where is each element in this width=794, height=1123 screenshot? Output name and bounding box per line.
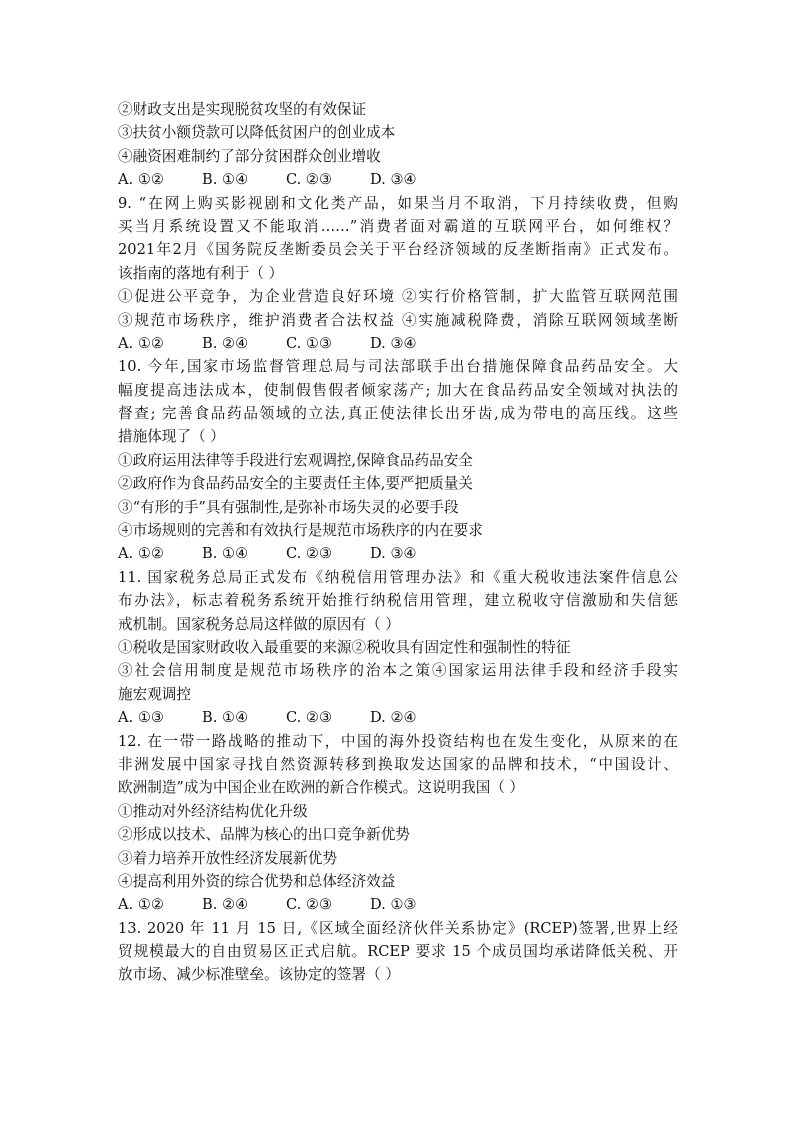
text-line: ④融资困难制约了部分贫困群众创业增收	[118, 147, 381, 165]
question-12-choice: ①推动对外经济结构优化升级	[118, 802, 308, 820]
question-13-text: 贸规模最大的自由贸易区正式启航。RCEP 要求 15 个成员国均承诺降低关税、开	[118, 943, 678, 961]
option-b: B. ①④	[202, 171, 249, 189]
option-b: B. ②④	[202, 334, 249, 352]
question-13-stem: 放市场、减少标准壁垒。该协定的签署（ ）	[118, 966, 400, 984]
question-11-text: 布办法》，标志着税务系统开始推行纳税信用管理，建立税收守信激励和失信惩	[118, 592, 678, 610]
option-d: D. ③④	[370, 545, 417, 563]
option-a: A. ①②	[118, 171, 164, 189]
question-10-choice: ②政府作为食品药品安全的主要责任主体,要严把质量关	[118, 475, 473, 493]
option-c: C. ②③	[286, 896, 333, 914]
option-c: C. ②③	[286, 171, 333, 189]
option-c: C. ②③	[286, 545, 333, 563]
question-9-choices: ①促进公平竞争，为企业营造良好环境 ②实行价格管制，扩大监管互联网范围	[118, 288, 678, 306]
option-a: A. ①②	[118, 334, 164, 352]
question-9-text: 2021年2月《国务院反垄断委员会关于平台经济领域的反垄断指南》正式发布。	[118, 241, 678, 259]
option-b: B. ①④	[202, 709, 249, 727]
answer-options	[118, 706, 678, 729]
question-10-choice: ①政府运用法律等手段进行宏观调控,保障食品药品安全	[118, 451, 473, 469]
option-d: D. ③④	[370, 334, 417, 352]
question-11-choice: ①税收是国家财政收入最重要的来源②税收具有固定性和强制性的特征	[118, 638, 571, 656]
question-9-choices: ③规范市场秩序，维护消费者合法权益 ④实施减税降费，消除互联网领域垄断	[118, 311, 678, 329]
question-11-choice: 施宏观调控	[118, 685, 191, 703]
option-a: A. ①③	[118, 709, 164, 727]
document-page	[118, 98, 678, 987]
question-9-stem: 该指南的落地有利于（ ）	[118, 264, 284, 282]
option-c: C. ②③	[286, 709, 333, 727]
question-12-stem: 欧洲制造”成为中国企业在欧洲的新合作模式。这说明我国（ ）	[118, 779, 525, 797]
question-11-stem: 戒机制。国家税务总局这样做的原因有（ ）	[118, 615, 400, 633]
option-a: A. ①②	[118, 896, 164, 914]
question-9-text: 买当月系统设置又不能取消……”消费者面对霸道的互联网平台，如何维权？	[118, 217, 678, 235]
option-b: B. ①④	[202, 545, 249, 563]
question-12-text: 非洲发展中国家寻找自然资源转移到换取发达国家的品牌和技术，“中国设计、	[118, 755, 678, 773]
option-d: D. ②④	[370, 709, 417, 727]
question-10-text: 10. 今年,国家市场监督管理总局与司法部联手出台措施保障食品药品安全。大	[118, 358, 678, 376]
question-10-stem: 措施体现了（ ）	[118, 428, 225, 446]
question-10-choice: ③“有形的手”具有强制性,是弥补市场失灵的必要手段	[118, 498, 459, 516]
answer-options	[118, 542, 678, 565]
question-12-choice: ③着力培养开放性经济发展新优势	[118, 849, 337, 867]
question-12-choice: ④提高利用外资的综合优势和总体经济效益	[118, 872, 396, 890]
text-line: ③扶贫小额贷款可以降低贫困户的创业成本	[118, 124, 396, 142]
answer-options	[118, 168, 678, 191]
option-c: C. ①③	[286, 334, 333, 352]
question-11-text: 11. 国家税务总局正式发布《纳税信用管理办法》和《重大税收违法案件信息公	[118, 568, 678, 586]
option-d: D. ③④	[370, 171, 417, 189]
answer-options	[118, 893, 678, 916]
question-12-text: 12. 在一带一路战略的推动下，中国的海外投资结构也在发生变化，从原来的在	[118, 732, 678, 750]
question-10-text: 督查; 完善食品药品领域的立法,真正使法律长出牙齿,成为带电的高压线。这些	[118, 405, 678, 423]
question-10-choice: ④市场规则的完善和有效执行是规范市场秩序的内在要求	[118, 522, 483, 540]
text-line: ②财政支出是实现脱贫攻坚的有效保证	[118, 101, 367, 118]
option-a: A. ①②	[118, 545, 164, 563]
option-d: D. ①③	[370, 896, 417, 914]
question-10-text: 幅度提高违法成本，使制假售假者倾家荡产; 加大在食品药品安全领域对执法的	[118, 381, 678, 399]
answer-options	[118, 332, 678, 355]
question-9-text: 9. “在网上购买影视剧和文化类产品，如果当月不取消，下月持续收费，但购	[118, 194, 678, 212]
question-12-choice: ②形成以技术、品牌为核心的出口竞争新优势	[118, 826, 410, 844]
option-b: B. ②④	[202, 896, 249, 914]
question-11-choice: ③社会信用制度是规范市场秩序的治本之策④国家运用法律手段和经济手段实	[118, 662, 678, 680]
question-13-text: 13. 2020 年 11 月 15 日,《区域全面经济伙伴关系协定》(RCEP)签署,世界上经	[118, 919, 678, 937]
